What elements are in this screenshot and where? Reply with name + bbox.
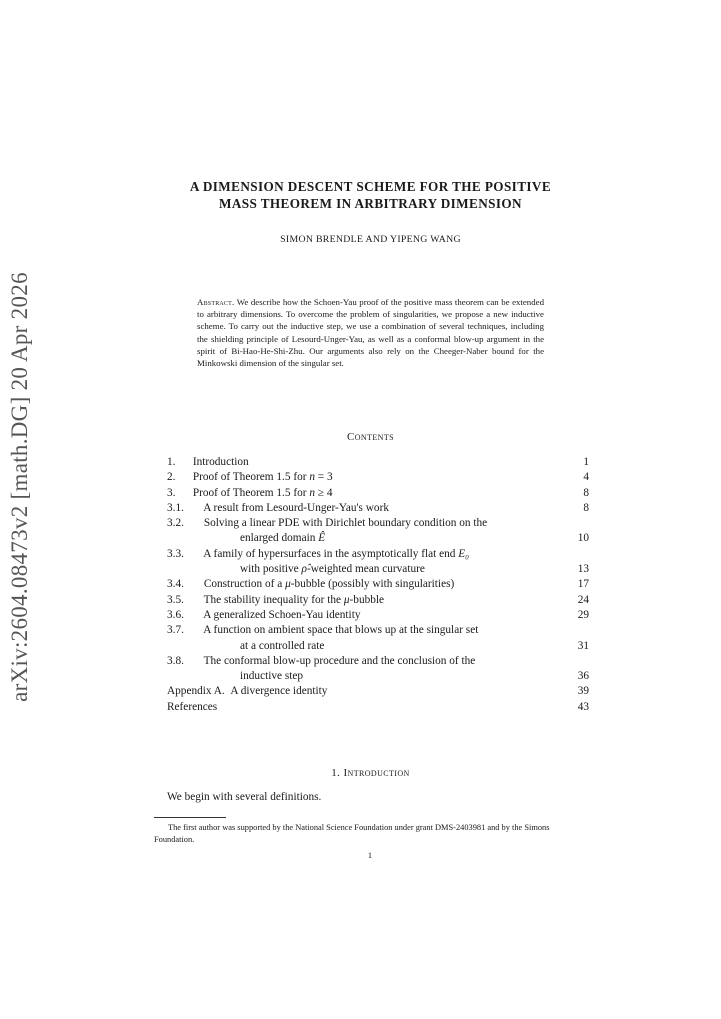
toc-entry: [167, 531, 589, 546]
title-line-2: MASS THEOREM IN ARBITRARY DIMENSION: [219, 196, 522, 211]
toc-entry-page: 39: [577, 685, 589, 698]
toc-entry-title: [204, 578, 454, 590]
toc-entry-math: μ: [285, 578, 291, 591]
toc-entry-title: [204, 594, 384, 606]
toc-entry: [167, 639, 589, 654]
toc-entry: [167, 669, 589, 684]
toc-entry-title: [203, 548, 469, 560]
toc-entry: [167, 700, 589, 715]
toc-entry: [167, 562, 589, 577]
toc-entry-text: Solving a linear PDE with Dirichlet boundary condition on the: [203, 517, 488, 530]
toc-entry-title: [240, 670, 303, 682]
table-of-contents: [167, 455, 589, 715]
toc-entry-page: 31: [577, 639, 589, 652]
toc-entry-number: References: [167, 700, 218, 713]
toc-entry-number: 1.: [167, 456, 176, 468]
toc-entry-number: Appendix A.: [167, 685, 225, 698]
toc-entry: [167, 516, 589, 531]
toc-entry-page: 8: [583, 501, 589, 514]
toc-entry-title: [193, 456, 249, 468]
intro-paragraph: We begin with several definitions.: [167, 791, 322, 803]
toc-entry-page: 24: [577, 593, 589, 606]
toc-entry: [167, 608, 589, 623]
toc-entry-title: [240, 563, 425, 575]
toc-entry-title: [203, 502, 389, 514]
toc-entry-title: [203, 609, 360, 621]
toc-entry-text-suffix: -bubble: [349, 593, 385, 606]
abstract-text: We describe how the Schoen-Yau proof of the positive mass theorem can be extended to arbitrary dimensions. To overcome the problem of singularities, we propose a new inductive scheme. To carry out the inductive step, we use a combination of several techniques, including the shielding principle of Lesourd-Unger-Yau, as well as a conformal blow-up argument in the spirit of Bi-Hao-He-Shi-Zhu. Our arguments also rely on the Cheeger-Naber bound for the Minkowski dimension of the singular set.: [197, 297, 544, 369]
toc-entry-number: 3.7.: [167, 624, 184, 637]
toc-entry-title: [240, 532, 325, 544]
toc-entry-page: 43: [577, 700, 589, 713]
toc-entry-text-suffix: -bubble (possibly with singularities): [290, 578, 455, 591]
toc-entry-title: [193, 471, 333, 483]
toc-entry-number: 3.8.: [167, 654, 184, 667]
toc-entry-number: 3.5.: [167, 593, 184, 606]
toc-entry-number: 3.3.: [167, 547, 184, 560]
toc-entry-page: 4: [583, 471, 589, 484]
section-number: 1.: [331, 767, 341, 779]
toc-entry-page: 13: [577, 563, 589, 576]
author-list: SIMON BRENDLE AND YIPENG WANG: [280, 234, 461, 245]
toc-entry-text: A result from Lesourd-Unger-Yau's work: [203, 501, 389, 514]
toc-entry-text: The conformal blow-up procedure and the conclusion of the: [203, 654, 476, 667]
toc-entry-text: The stability inequality for the: [203, 593, 344, 606]
toc-entry-math: n: [309, 486, 315, 499]
toc-entry-title: [193, 487, 333, 499]
toc-entry-text: Proof of Theorem 1.5 for: [192, 486, 310, 499]
toc-entry-title: [203, 624, 478, 636]
toc-entry-text: Proof of Theorem 1.5 for: [192, 471, 310, 484]
toc-entry: [167, 684, 589, 699]
paper-title: [150, 178, 591, 212]
toc-entry-number: 3.4.: [167, 578, 184, 591]
toc-entry-number: 3.1.: [167, 501, 184, 514]
toc-entry: [167, 486, 589, 501]
section-heading: [150, 767, 591, 779]
page-number: 1: [367, 851, 373, 860]
toc-entry-title: [240, 640, 324, 652]
title-line-1: A DIMENSION DESCENT SCHEME FOR THE POSITIVE: [189, 179, 552, 194]
toc-entry-text: enlarged domain: [240, 532, 319, 545]
toc-entry-page: 36: [577, 670, 589, 683]
toc-entry-page: 17: [577, 578, 589, 591]
toc-entry-text: A divergence identity: [230, 685, 328, 698]
toc-entry-math: E₀: [458, 547, 470, 560]
toc-entry-title: [204, 655, 476, 667]
footnote: The first author was supported by the National Science Foundation under grant DMS-2403981 and by the Simons Foundation.: [154, 823, 550, 845]
toc-entry-text: A family of hypersurfaces in the asymptotically flat end: [203, 547, 459, 560]
toc-entry-text: with positive: [240, 563, 302, 576]
toc-entry-page: 10: [577, 532, 589, 545]
toc-entry-text: A function on ambient space that blows up at the singular set: [203, 624, 479, 637]
toc-entry: [167, 593, 589, 608]
toc-entry: [167, 577, 589, 592]
toc-entry-math: Ê: [318, 532, 326, 545]
toc-entry: [167, 470, 589, 485]
toc-entry-number: 3.: [167, 486, 176, 499]
toc-entry-number: 2.: [167, 471, 176, 484]
toc-entry-text: A generalized Schoen-Yau identity: [203, 608, 361, 621]
toc-entry-page: 1: [583, 456, 589, 468]
toc-entry-math: μ: [343, 593, 350, 606]
toc-entry: [167, 623, 589, 638]
toc-entry-title: [230, 685, 327, 697]
toc-entry-text: Construction of a: [203, 578, 286, 591]
toc-entry: [167, 547, 589, 562]
abstract-heading: Abstract.: [197, 297, 235, 307]
contents-heading: Contents: [347, 431, 394, 443]
toc-entry-number: 3.6.: [167, 608, 184, 621]
toc-entry-text: at a controlled rate: [240, 639, 325, 652]
toc-entry-number: 3.2.: [167, 517, 184, 530]
toc-entry-math: ρ̂: [301, 563, 307, 576]
toc-entry-text-suffix: = 3: [314, 471, 333, 484]
arxiv-identifier: arXiv:2604.08473v2 [math.DG] 20 Apr 2026: [7, 272, 32, 702]
toc-entry: [167, 501, 589, 516]
toc-entry: [167, 455, 589, 470]
toc-entry-text-suffix: -weighted mean curvature: [306, 563, 425, 576]
toc-entry-math: n: [309, 471, 315, 484]
toc-entry-text: inductive step: [240, 670, 304, 683]
toc-entry-page: 8: [583, 486, 589, 499]
toc-entry-text: Introduction: [192, 456, 249, 468]
toc-entry-text-suffix: ≥ 4: [314, 486, 333, 499]
footnote-rule: [154, 817, 226, 818]
abstract: [197, 296, 544, 369]
toc-entry-title: [204, 517, 487, 529]
toc-entry-page: 29: [577, 608, 589, 621]
toc-entry: [167, 654, 589, 669]
section-title: Introduction: [343, 767, 410, 779]
